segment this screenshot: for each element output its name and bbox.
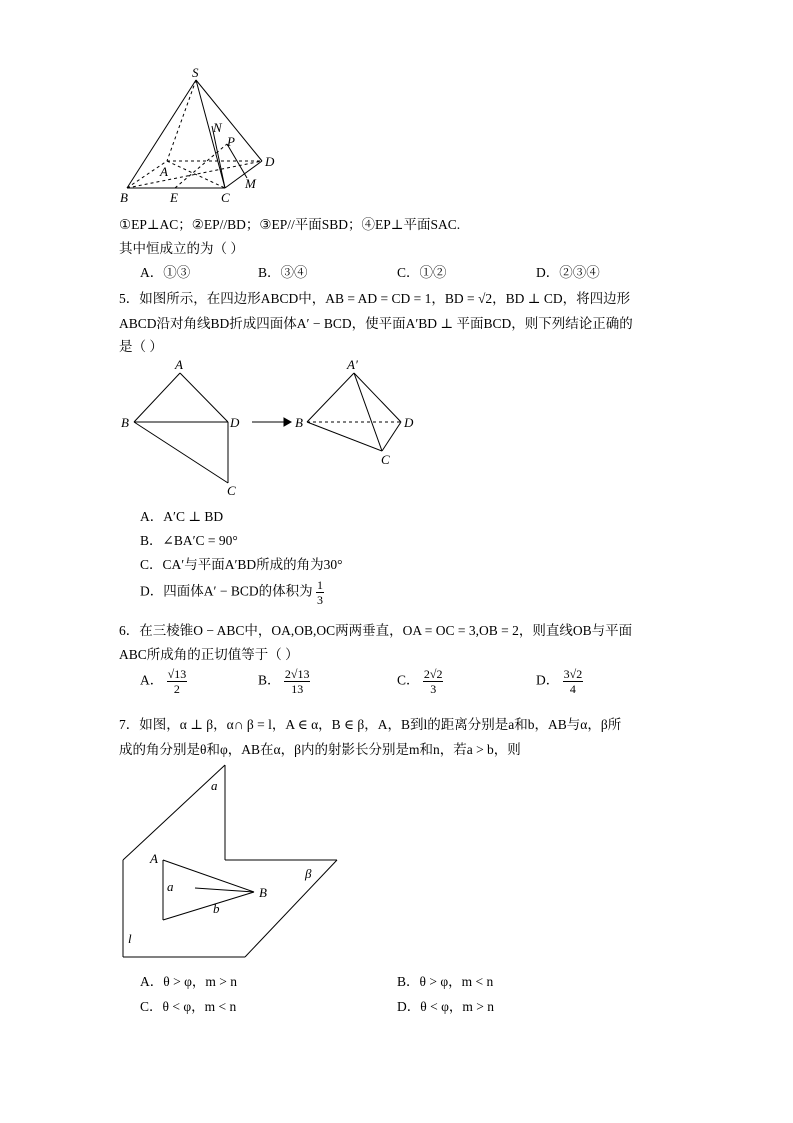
label-N: N [213,120,222,135]
fig7-label-b: b [213,901,220,916]
q5-option-b[interactable]: B．∠BA′C = 90° [140,533,238,548]
fig7-label-B: B [259,885,267,900]
fold-label-B2: B [295,415,303,430]
q5-stem-line1: 5．如图所示，在四边形ABCD中，AB = AD = CD = 1，BD = √2，BD ⊥ CD，将四边形 [119,291,631,306]
fig7-label-a-mid: a [167,879,174,894]
q6-option-b[interactable]: B． $\frac{2√13}{13}$ [258,667,310,696]
fold-label-A: A [175,357,183,372]
q6-option-d[interactable]: D． $\frac{3√2}{4}$ [536,667,583,696]
label-D: D [265,154,275,169]
fig7-label-beta: β [305,866,312,881]
q5-stem-line3: 是（ ） [119,339,163,354]
q7-stem-line2: 成的角分别是θ和φ，AB在α，β内的射影长分别是m和n，若a > b，则 [119,742,521,757]
label-P: P [227,134,235,149]
label-S: S [192,65,199,80]
q5-option-a[interactable]: A．A′C ⊥ BD [140,509,224,524]
fig7-label-A: A [150,851,158,866]
fold-label-A-prime: A′ [347,357,358,372]
pyramid-figure [110,60,300,210]
q6-stem-line1: 6．在三棱锥O − ABC中，OA,OB,OC两两垂直，OA = OC = 3,OB = 2，则直线OB与平面 [119,623,633,638]
q7-option-c[interactable]: C．θ < φ，m < n [140,999,237,1014]
fold-label-D2: D [404,415,414,430]
fig7-label-a-top: a [211,778,218,793]
q4-option-a[interactable]: A．①③ [140,265,191,280]
q7-option-d[interactable]: D．θ < φ，m > n [397,999,494,1014]
fold-label-B: B [121,415,129,430]
q4-option-c[interactable]: C．①② [397,265,447,280]
label-M: M [245,176,256,191]
q6-stem-line2: ABC所成角的正切值等于（ ） [119,647,299,662]
q6-option-a[interactable]: A． $\frac{√13}{2}$ [140,667,187,696]
fold-label-C2: C [381,452,390,467]
q5-option-d-fraction: $\frac{1}{3}$ [316,578,323,607]
label-E: E [170,190,178,205]
label-A: A [160,164,168,179]
q4-option-d[interactable]: D．②③④ [536,265,600,280]
fold-label-C: C [227,483,236,498]
q7-option-b[interactable]: B．θ > φ，m < n [397,974,494,989]
label-B: B [120,190,128,205]
q5-stem-line2: ABCD沿对角线BD折成四面体A′ − BCD，使平面A′BD ⊥ 平面BCD，则下列结论正确的 [119,316,633,331]
q4-option-b[interactable]: B．③④ [258,265,308,280]
fold-figure [110,355,430,500]
q7-option-a[interactable]: A．θ > φ，m > n [140,974,237,989]
q7-stem-line1: 7．如图，α ⊥ β，α∩ β = l，A ∈ α，B ∈ β，A，B到l的距离分别是a和b，AB与α，β所 [119,717,622,732]
q5-option-c[interactable]: C．CA′与平面A′BD所成的角为30° [140,557,343,572]
perpendicular-planes-figure [115,760,345,965]
q4-prompt: 其中恒成立的为（ ） [119,241,244,256]
q5-option-d-text: D．四面体A′ − BCD的体积为 [140,583,313,599]
fold-label-D: D [230,415,240,430]
q5-option-d[interactable] [140,579,324,606]
fig7-label-l: l [128,931,132,946]
q4-statements: ①EP⊥AC；②EP//BD；③EP//平面SBD；④EP⊥平面SAC. [119,217,461,232]
q6-option-c[interactable]: C． $\frac{2√2}{3}$ [397,667,443,696]
label-C: C [221,190,230,205]
